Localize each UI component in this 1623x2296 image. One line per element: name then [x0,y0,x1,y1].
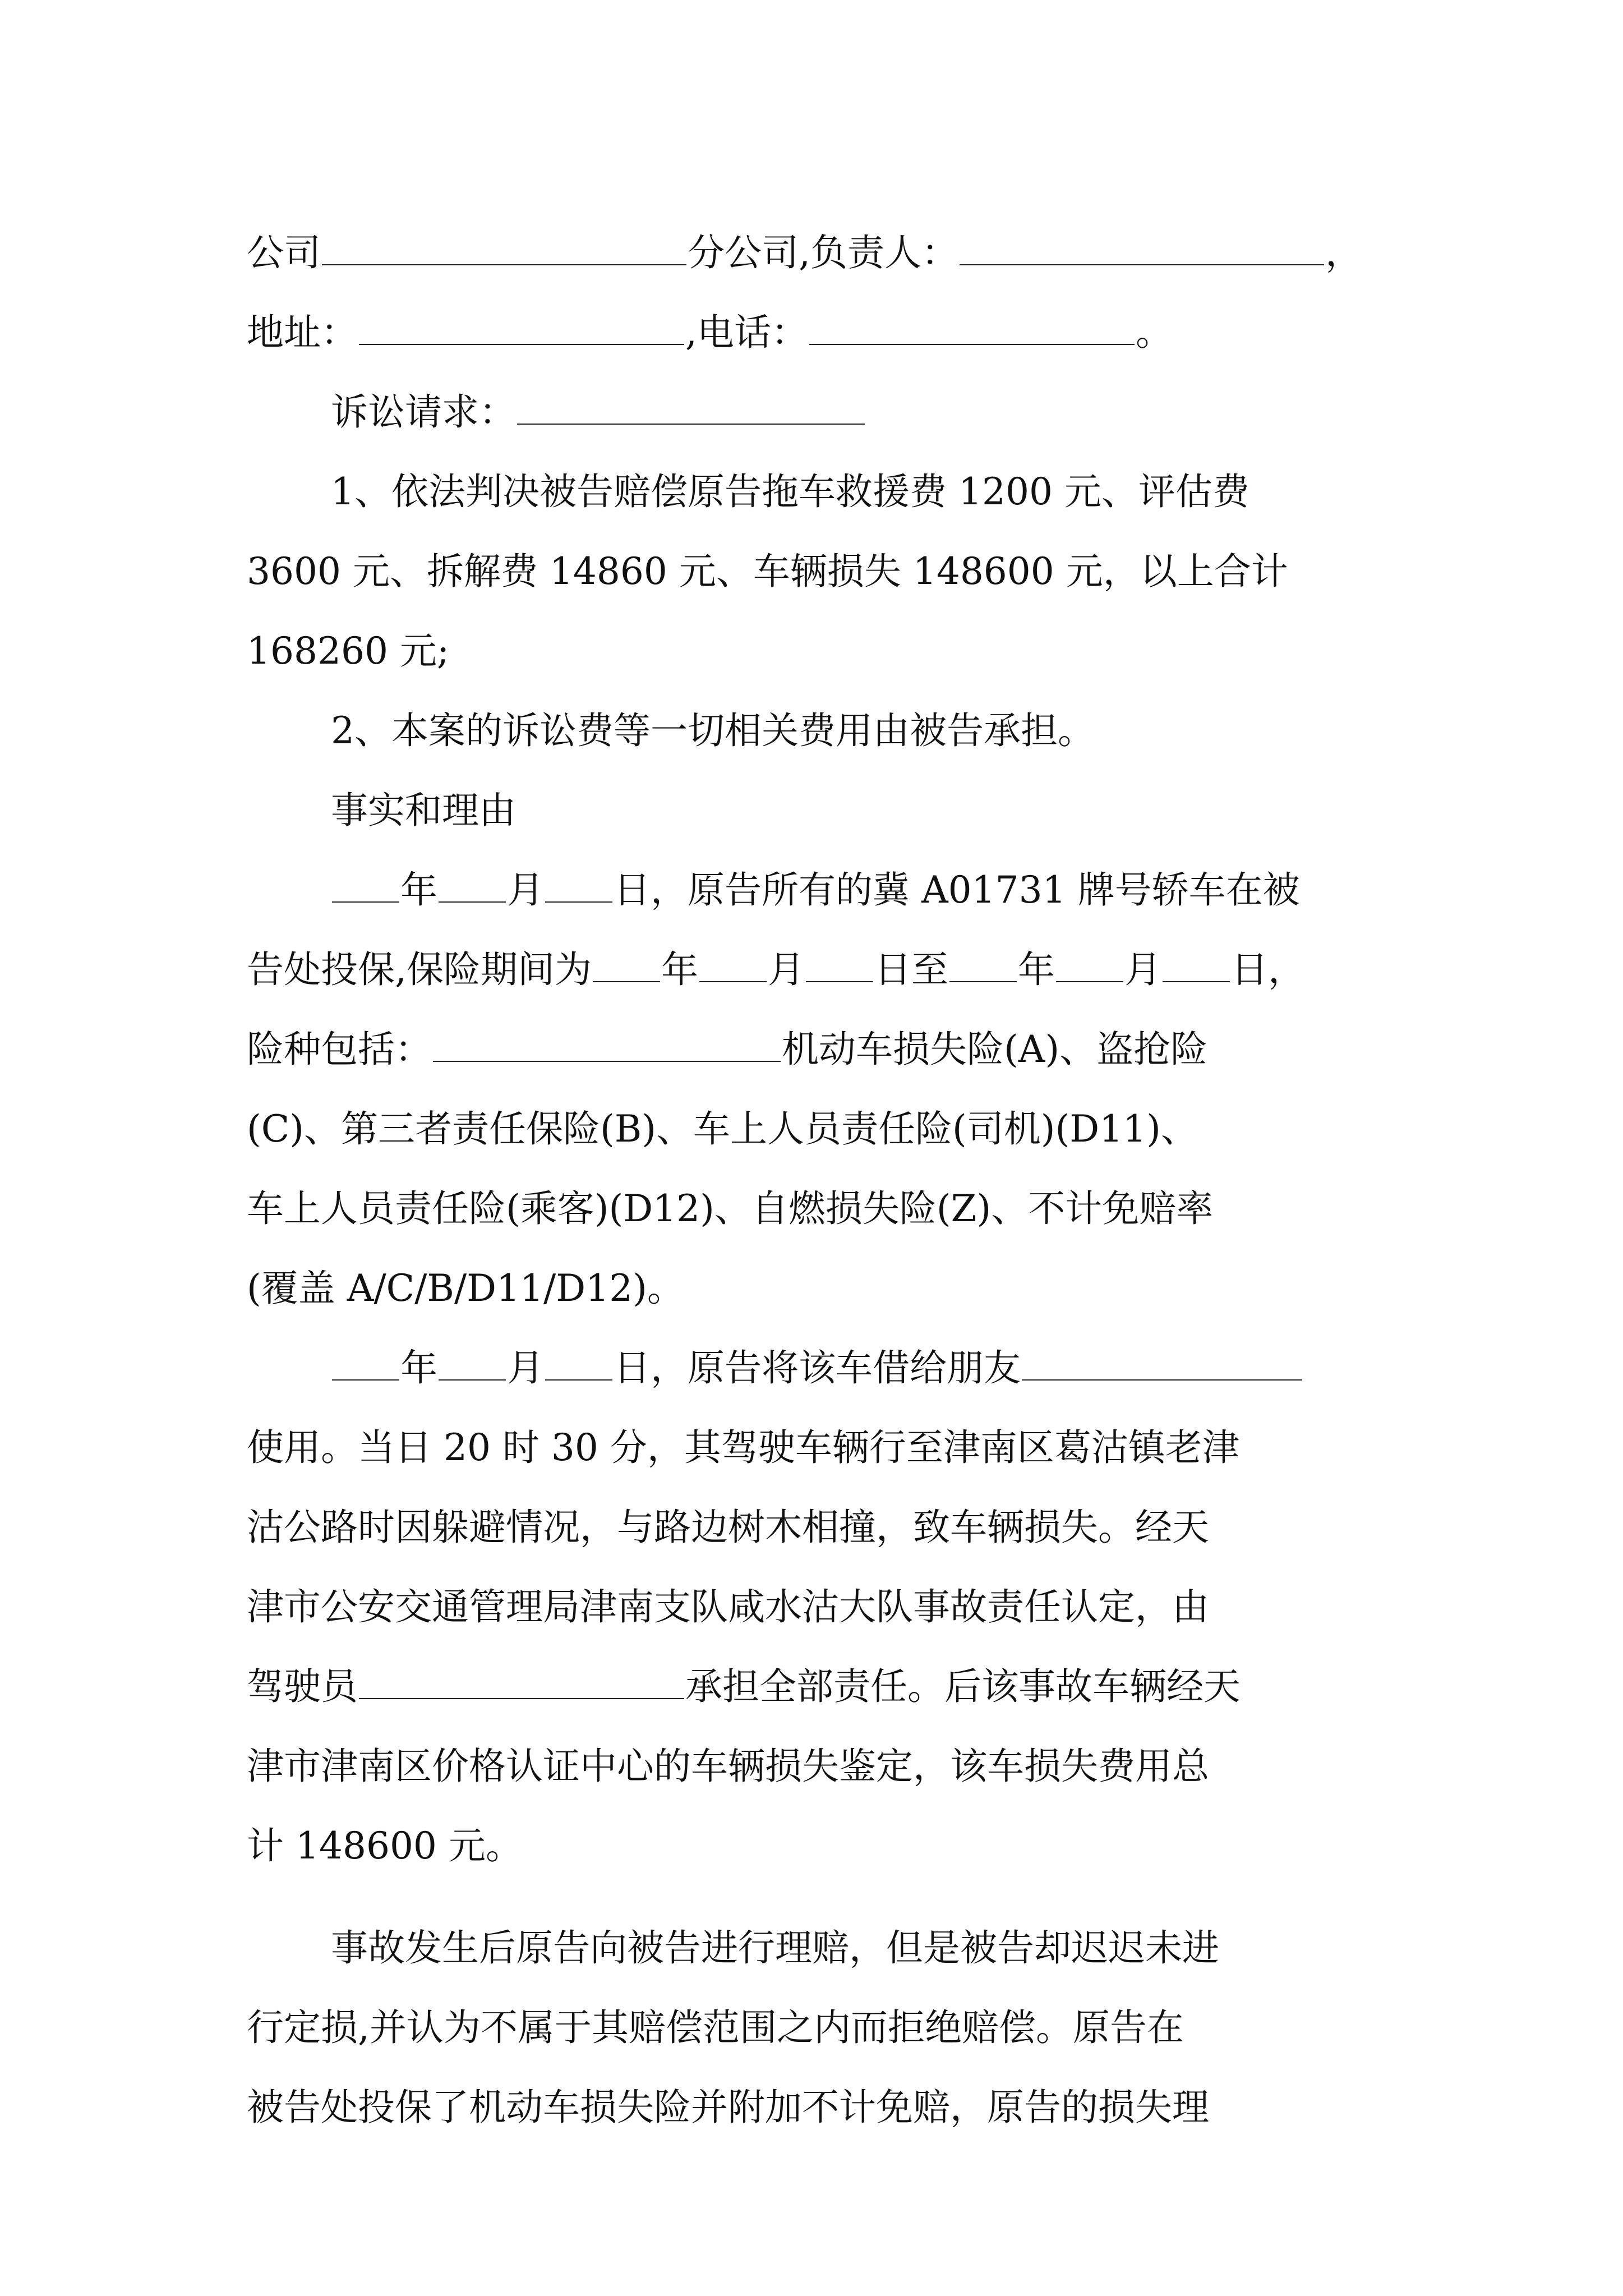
blank-field [322,234,686,265]
facts-p2-line-2: 使用。当日 20 时 30 分，其驾驶车辆行至津南区葛沽镇老津 [247,1426,1239,1469]
facts-p3-line-3: 被告处投保了机动车损失险并附加不计免赔，原告的损失理 [247,2086,1209,2129]
defendant-company-line [247,213,1424,293]
claim-1-line-2: 3600 元、拆解费 14860 元、车辆损失 148600 元，以上合计 [247,550,1288,593]
facts-p3-line-1: 事故发生后原告向被告进行理赔，但是被告却迟迟未进 [331,1926,1219,1970]
facts-p2-line-5 [247,1647,1424,1727]
blank-field [439,871,506,903]
blank-field [949,951,1017,982]
text: 承担全部责任。后该事故车辆经天 [685,1665,1241,1708]
blank-field [545,1349,612,1381]
blank-field [1056,951,1123,982]
text: 日，原告将该车借给朋友 [614,1346,1021,1389]
claim-1-line-3: 168260 元; [247,629,450,673]
blank-field [359,314,684,345]
text: 告处投保,保险期间为 [247,948,592,991]
text: 地址： [247,311,358,354]
blank-field [439,1349,506,1381]
claim-1-line-1: 1、依法判决被告赔偿原告拖车救援费 1200 元、评估费 [331,470,1249,513]
blank-field [545,871,612,903]
text: ， [1325,231,1362,274]
text: 月 [507,1346,544,1389]
text: 驾驶员 [247,1665,358,1708]
paragraph-gap [247,1886,1424,1908]
text: 日，原告所有的冀 A01731 牌号轿车在被 [614,868,1300,912]
facts-p2-line-3: 沽公路时因躲避情况，与路边树木相撞，致车辆损失。经天 [247,1506,1209,1549]
blank-field [699,951,767,982]
blank-field [1163,951,1230,982]
blank-field [1022,1349,1302,1381]
blank-field [806,951,873,982]
facts-p1-line-1 [247,850,1424,930]
text: 月 [1124,948,1161,991]
facts-p2-line-7: 计 148600 元。 [247,1824,523,1867]
text: 险种包括： [247,1028,432,1071]
text: 日， [1230,948,1305,991]
text: 月 [767,948,805,991]
text: 年 [661,948,698,991]
document-page [247,213,1424,2147]
defendant-address-line [247,293,1424,372]
text: 年 [400,868,437,912]
text: 。 [1135,311,1173,354]
blank-field [517,393,865,425]
blank-field [809,314,1135,345]
text: 机动车损失险(A)、盗抢险 [782,1028,1208,1071]
text: 分公司,负责人： [688,231,958,274]
claim-2: 2、本案的诉讼费等一切相关费用由被告承担。 [331,709,1095,752]
text: 诉讼请求： [331,390,516,434]
facts-p1-line-3 [247,1010,1424,1089]
text: 公司 [247,231,321,274]
blank-field [332,1349,399,1381]
text: 年 [1017,948,1055,991]
facts-p2-line-1 [247,1328,1424,1408]
facts-p2-line-4: 津市公安交通管理局津南支队咸水沽大队事故责任认定，由 [247,1585,1209,1628]
blank-field [332,871,399,903]
blank-field [593,951,660,982]
facts-p1-line-2 [247,930,1424,1010]
facts-p1-line-4: (C)、第三者责任保险(B)、车上人员责任险(司机)(D11)、 [247,1107,1198,1151]
facts-heading: 事实和理由 [331,789,516,832]
claims-heading [247,372,1424,452]
blank-field [433,1030,781,1062]
text: 年 [400,1346,437,1389]
facts-p1-line-6: (覆盖 A/C/B/D11/D12)。 [247,1267,684,1310]
text: ,电话： [685,311,808,354]
blank-field [359,1668,684,1699]
text: 日至 [874,948,948,991]
facts-p3-line-2: 行定损,并认为不属于其赔偿范围之内而拒绝赔偿。原告在 [247,2006,1184,2049]
text: 月 [507,868,544,912]
facts-p1-line-5: 车上人员责任险(乘客)(D12)、自燃损失险(Z)、不计免赔率 [247,1187,1214,1230]
facts-p2-line-6: 津市津南区价格认证中心的车辆损失鉴定，该车损失费用总 [247,1745,1209,1788]
blank-field [960,234,1324,265]
